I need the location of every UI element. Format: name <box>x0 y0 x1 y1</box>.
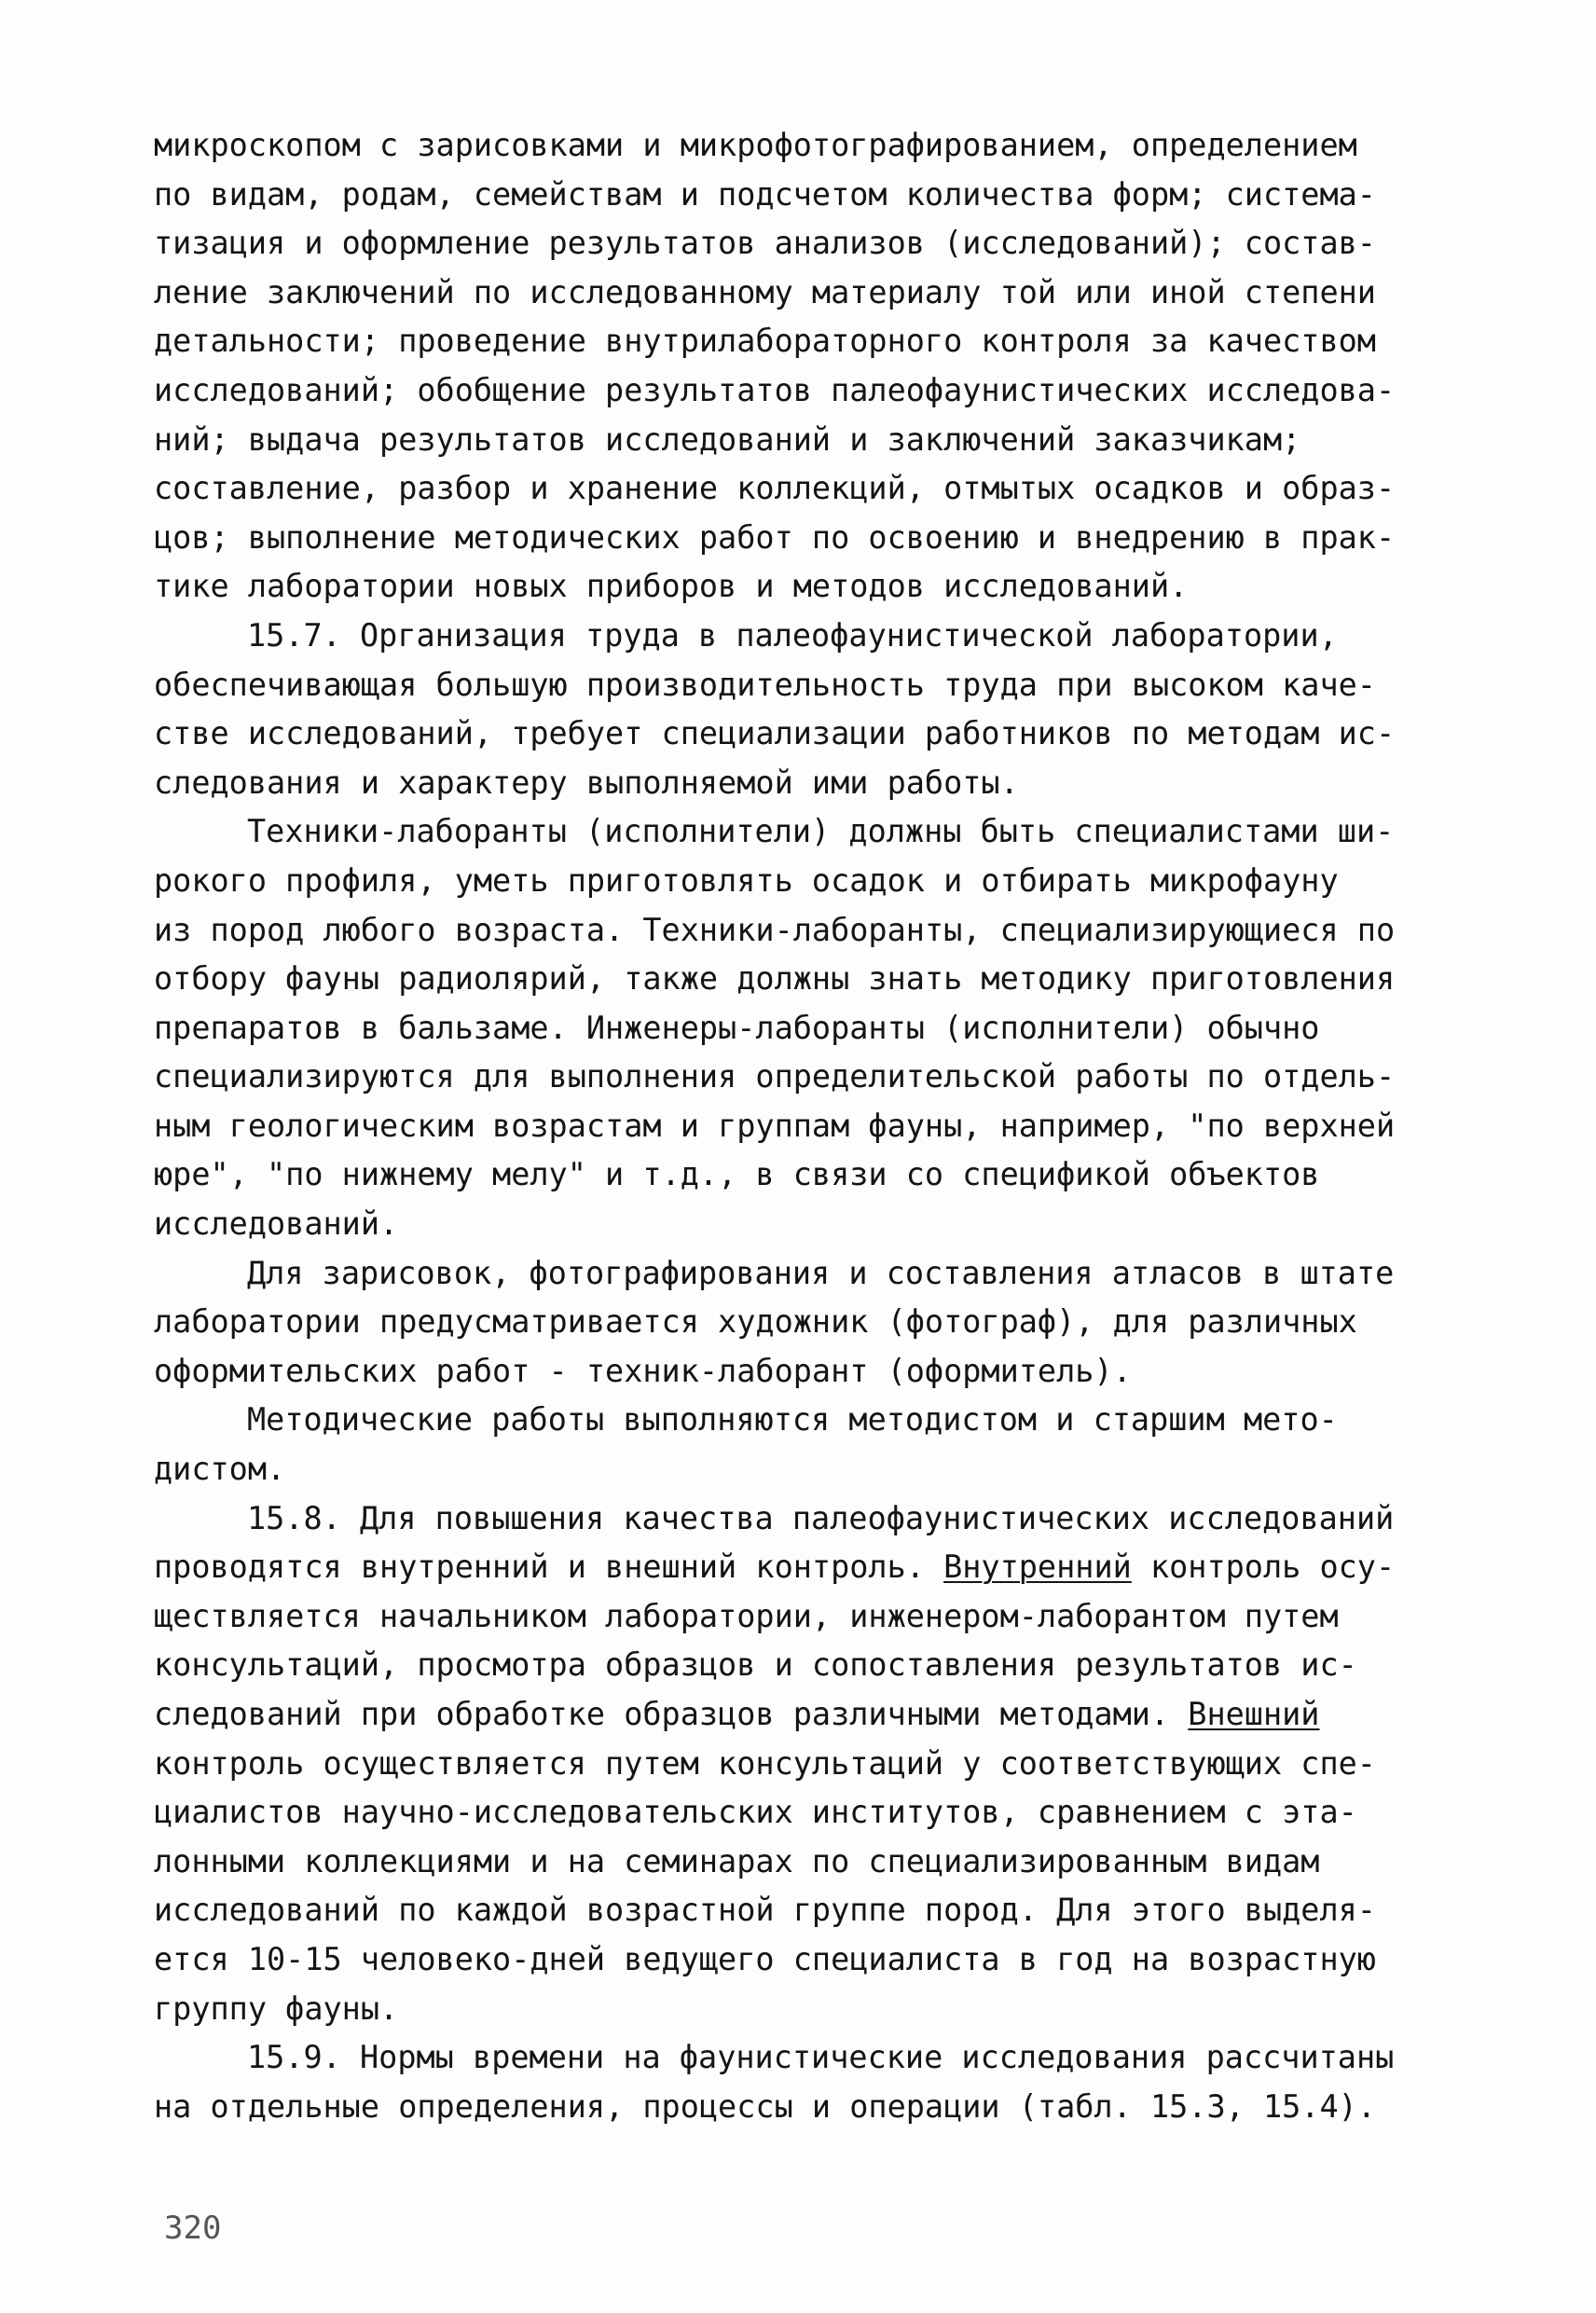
text-line: ний; выдача результатов исследований и заключений заказчикам; <box>154 420 1301 458</box>
underlined-term-external: Внешний <box>1188 1696 1320 1732</box>
text-line: ществляется начальником лаборатории, инженером-лаборантом путем <box>154 1597 1339 1634</box>
text-line <box>154 1543 1459 1592</box>
text-line: препаратов в бальзаме. Инженеры-лаборанты (исполнители) обычно <box>154 1009 1320 1046</box>
section-15-8-first-line: 15.8. Для повышения качества палеофаунистических исследований <box>247 1499 1395 1536</box>
text-line: стве исследований, требует специализации работников по методам ис- <box>154 715 1396 752</box>
text-line: ным геологическим возрастам и группам фауны, например, "по верхней <box>154 1107 1396 1144</box>
text-line: обеспечивающая большую производительность труда при высоком каче- <box>154 666 1376 703</box>
text-line: по видам, родам, семействам и подсчетом количества форм; система- <box>154 175 1376 213</box>
body-text <box>154 121 1459 2131</box>
text-line: дистом. <box>154 1451 286 1488</box>
text-line: ется 10-15 человеко-дней ведущего специалиста в год на возрастную <box>154 1940 1376 1977</box>
text-line <box>154 1690 1459 1740</box>
text-fragment: контроль осу- <box>1149 1549 1396 1586</box>
text-line: исследований; обобщение результатов палеофаунистических исследова- <box>154 371 1396 408</box>
text-line: юре", "по нижнему мелу" и т.д., в связи со спецификой объектов <box>154 1156 1320 1193</box>
text-fragment: проводятся внутренний и внешний контроль. <box>154 1549 925 1586</box>
text-line: рокого профиля, уметь приготовлять осадок и отбирать микрофауну <box>154 861 1339 899</box>
paragraph-first-line: Методические работы выполняются методистом и старшим мето- <box>247 1401 1338 1439</box>
text-line: консультаций, просмотра образцов и сопоставления результатов ис- <box>154 1646 1357 1684</box>
text-fragment: следований при обработке образцов различными методами. <box>154 1696 1170 1732</box>
text-line: циалистов научно-исследовательских институтов, сравнением с эта- <box>154 1794 1357 1831</box>
text-line: из пород любого возраста. Техники-лаборанты, специализирующиеся по <box>154 911 1396 948</box>
text-line: лонными коллекциями и на семинарах по специализированным видам <box>154 1842 1320 1879</box>
section-15-9-first-line: 15.9. Нормы времени на фаунистические исследования рассчитаны <box>247 2039 1395 2076</box>
text-line: микроскопом с зарисовками и микрофотографированием, определением <box>154 127 1357 163</box>
text-line: на отдельные определения, процессы и операции (табл. 15.3, 15.4). <box>154 2087 1376 2125</box>
text-line: оформительских работ - техник-лаборант (оформитель). <box>154 1352 1132 1389</box>
text-line: исследований по каждой возрастной группе пород. Для этого выделя- <box>154 1892 1376 1929</box>
text-line: детальности; проведение внутрилабораторного контроля за качеством <box>154 323 1376 360</box>
text-line: контроль осуществляется путем консультаций у соответствующих спе- <box>154 1744 1376 1782</box>
text-line: лаборатории предусматривается художник (фотограф), для различных <box>154 1303 1357 1341</box>
text-line: составление, разбор и хранение коллекций, отмытых осадков и образ- <box>154 470 1396 507</box>
text-line: следования и характеру выполняемой ими работы. <box>154 764 1019 801</box>
text-line: исследований. <box>154 1205 399 1243</box>
underlined-term-internal: Внутренний <box>943 1549 1132 1586</box>
text-line: тике лаборатории новых приборов и методов исследований. <box>154 568 1189 605</box>
text-line: цов; выполнение методических работ по освоению и внедрению в прак- <box>154 518 1396 556</box>
text-line: ление заключений по исследованному материалу той или иной степени <box>154 273 1376 310</box>
paragraph-first-line: Для зарисовок, фотографирования и составления атласов в штате <box>247 1254 1395 1291</box>
paragraph-first-line: Техники-лаборанты (исполнители) должны быть специалистами ши- <box>247 813 1395 850</box>
text-line: тизация и оформление результатов анализов (исследований); состав- <box>154 225 1376 262</box>
section-15-7-first-line: 15.7. Организация труда в палеофаунистической лаборатории, <box>247 616 1338 654</box>
page-number: 320 <box>164 2210 222 2247</box>
text-line: специализируются для выполнения определительской работы по отдель- <box>154 1058 1396 1095</box>
text-line: отбору фауны радиолярий, также должны знать методику приготовления <box>154 960 1396 998</box>
text-line: группу фауны. <box>154 1989 399 2027</box>
